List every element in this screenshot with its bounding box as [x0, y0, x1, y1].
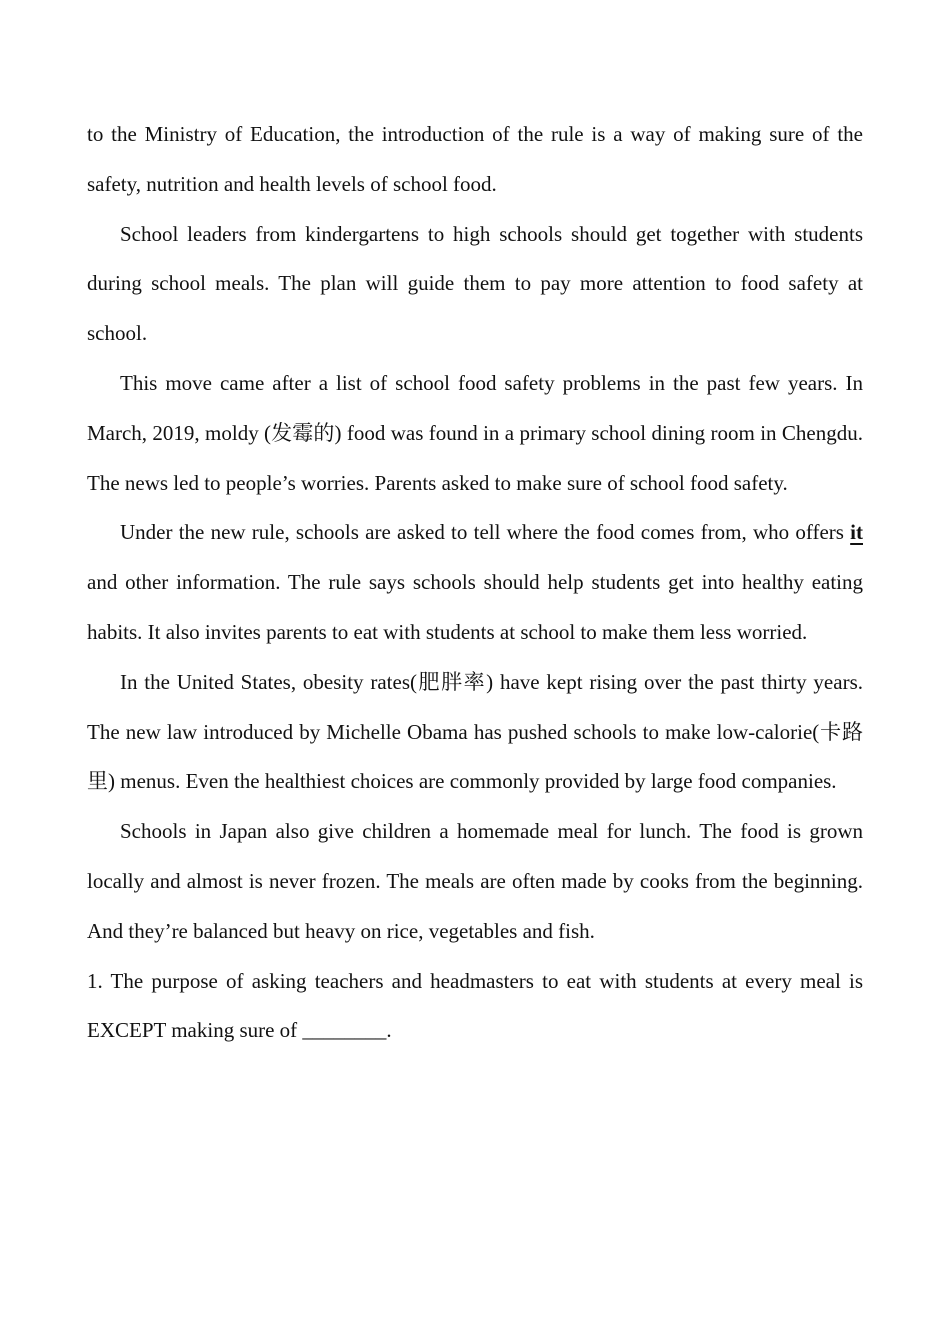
new-rule-text-before: Under the new rule, schools are asked to tell where the food comes from, who offers [120, 520, 851, 545]
paragraph-food-safety-problems: This move came after a list of school food safety problems in the past few years. In March, 2019, moldy (发霉的) food was found in a primary school dining room in Chengdu. The news led to people’s worries. Parents asked to make sure of school food safety. [87, 370, 863, 495]
paragraph-japan: Schools in Japan also give children a homemade meal for lunch. The food is grown locally and almost is never frozen. The meals are often made by cooks from the beginning. And they’re balanced but heavy on rice, vegetables and fish. [87, 819, 863, 943]
paragraph-new-rule [87, 508, 863, 657]
new-rule-text-after: and other information. The rule says schools should help students get into healthy eating habits. It also invites parents to eat with students at school to make them less worried. [87, 570, 863, 644]
paragraph-ministry: to the Ministry of Education, the introduction of the rule is a way of making sure of the safety, nutrition and health levels of school food. [87, 122, 863, 196]
question-1: 1. The purpose of asking teachers and headmasters to eat with students at every meal is EXCEPT making sure of ________. [87, 968, 863, 1043]
document-page [87, 110, 863, 1056]
paragraph-school-leaders: School leaders from kindergartens to high schools should get together with students during school meals. The plan will guide them to pay more attention to food safety at school. [87, 221, 863, 346]
underlined-keyword: it [850, 520, 863, 545]
paragraph-united-states: In the United States, obesity rates(肥胖率) have kept rising over the past thirty years. The new law introduced by Michelle Obama has pushed schools to make low-calorie(卡路里) menus. Even the healthiest choices are commonly provided by large food companies. [87, 669, 863, 794]
